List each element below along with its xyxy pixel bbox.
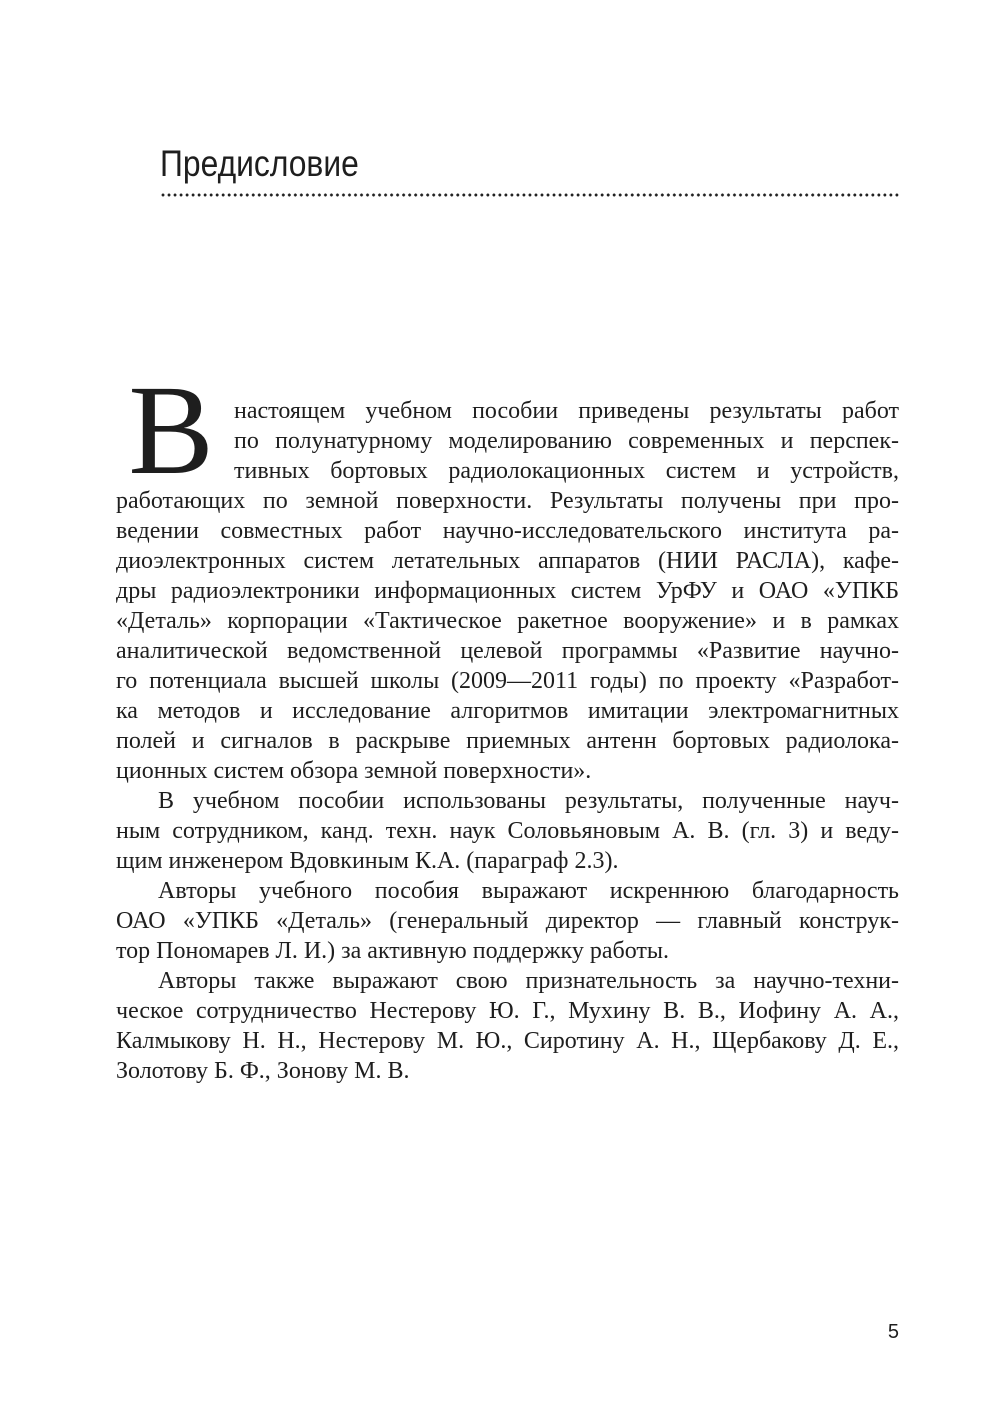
paragraph-3 <box>116 876 899 966</box>
text-line: Авторы учебного пособия выражают искреннюю благодарность <box>158 878 899 904</box>
drop-cap: В <box>128 359 214 501</box>
text-line: по полунатурному моделированию современных и перспек- <box>234 428 899 454</box>
text-line: ка методов и исследование алгоритмов имитации электромагнитных <box>116 698 899 724</box>
paragraph-1 <box>116 396 899 786</box>
dotted-rule <box>160 193 899 197</box>
text-line: настоящем учебном пособии приведены результаты работ <box>234 398 899 424</box>
text-line: ным сотрудником, канд. техн. наук Соловьяновым А. В. (гл. 3) и веду- <box>116 818 899 844</box>
text-line: ционных систем обзора земной поверхности». <box>116 758 592 784</box>
text-line: Авторы также выражают свою признательность за научно-техни- <box>158 968 899 994</box>
text-line: Калмыкову Н. Н., Нестерову М. Ю., Сиротину А. Н., Щербакову Д. Е., <box>116 1028 899 1054</box>
text-line: дры радиоэлектроники информационных систем УрФУ и ОАО «УПКБ <box>116 578 899 604</box>
text-line: ОАО «УПКБ «Деталь» (генеральный директор — главный конструк- <box>116 908 899 934</box>
text-line: аналитической ведомственной целевой программы «Развитие научно- <box>116 638 899 664</box>
text-line: тивных бортовых радиолокационных систем и устройств, <box>234 458 899 484</box>
paragraph-2 <box>116 786 899 876</box>
page-number: 5 <box>887 1321 899 1343</box>
text-line: го потенциала высшей школы (2009—2011 годы) по проекту «Разработ- <box>116 668 899 694</box>
text-line: тор Пономарев Л. И.) за активную поддержку работы. <box>116 938 670 964</box>
text-line: Золотову Б. Ф., Зонову М. В. <box>116 1058 410 1084</box>
text-line: В учебном пособии использованы результаты, полученные науч- <box>158 788 899 814</box>
text-line: полей и сигналов в раскрыве приемных антенн бортовых радиолока- <box>116 728 899 754</box>
text-line: ведении совместных работ научно-исследовательского института ра- <box>116 518 899 544</box>
text-line: щим инженером Вдовкиным К.А. (параграф 2.3). <box>116 848 619 874</box>
text-line: диоэлектронных систем летательных аппаратов (НИИ РАСЛА), кафе- <box>116 548 899 574</box>
text-line: работающих по земной поверхности. Результаты получены при про- <box>116 488 899 514</box>
body-text <box>116 359 899 1086</box>
text-line: ческое сотрудничество Нестерову Ю. Г., Мухину В. В., Иофину А. А., <box>116 998 899 1024</box>
page-title: Предисловие <box>160 143 359 184</box>
paragraph-4 <box>116 966 899 1086</box>
text-line: «Деталь» корпорации «Тактическое ракетное вооружение» и в рамках <box>116 608 899 634</box>
